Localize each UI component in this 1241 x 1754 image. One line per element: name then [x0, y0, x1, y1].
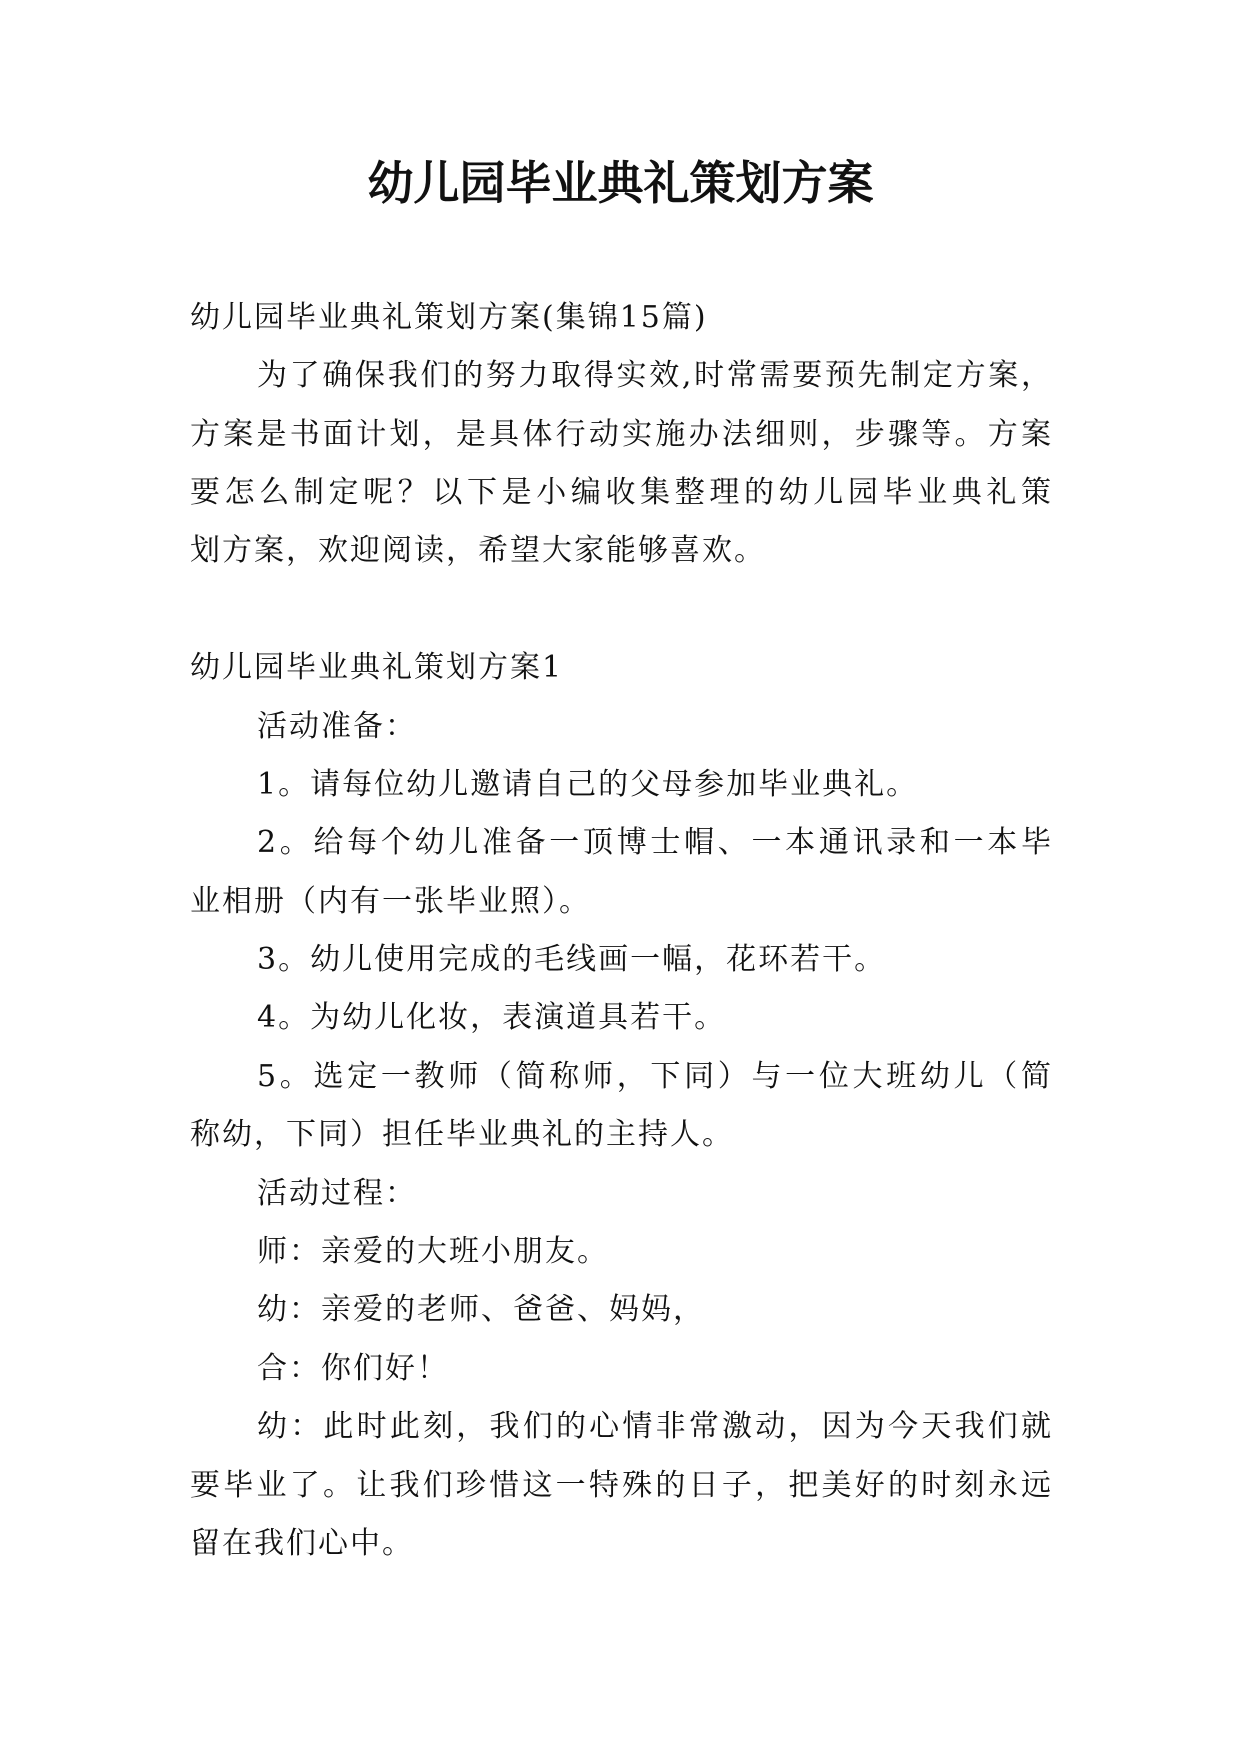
- paragraph-line: 留在我们心中。: [190, 1526, 414, 1561]
- paragraph: [190, 989, 1053, 1047]
- paragraph-line: 1。请每位幼儿邀请自己的父母参加毕业典礼。: [257, 766, 919, 802]
- paragraph-line: 5。选定一教师（简称师，下同）与一位大班幼儿（简: [257, 1058, 1053, 1094]
- paragraph-line: 要毕业了。让我们珍惜这一特殊的日子，把美好的时刻永远: [190, 1467, 1053, 1503]
- document-body: [190, 289, 1053, 1574]
- paragraph-line: 活动过程：: [257, 1175, 417, 1211]
- collection-subtitle: 幼儿园毕业典礼策划方案(集锦15篇): [190, 299, 708, 335]
- paragraph-line: 幼：此时此刻，我们的心情非常激动，因为今天我们就: [257, 1409, 1053, 1445]
- paragraph-line: 为了确保我们的努力取得实效,时常需要预先制定方案，: [257, 358, 1053, 394]
- paragraph-line: 划方案，欢迎阅读，希望大家能够喜欢。: [190, 533, 766, 569]
- paragraph-line: 合：你们好！: [257, 1350, 449, 1386]
- paragraph: [190, 1340, 1053, 1398]
- blank-line: [190, 581, 1053, 639]
- paragraph-line: 4。为幼儿化妆，表演道具若干。: [257, 1000, 727, 1036]
- paragraph-line: 2。给每个幼儿准备一顶博士帽、一本通讯录和一本毕: [257, 825, 1053, 861]
- paragraph-line: 业相册（内有一张毕业照）。: [190, 883, 591, 919]
- paragraph: [190, 1048, 1053, 1165]
- section-heading: 幼儿园毕业典礼策划方案1: [190, 650, 564, 686]
- paragraph: [190, 931, 1053, 989]
- paragraph-line: 活动准备：: [257, 708, 417, 744]
- paragraph-line: 要怎么制定呢？以下是小编收集整理的幼儿园毕业典礼策: [190, 474, 1053, 510]
- paragraph: [190, 698, 1053, 756]
- paragraph-line: 3。幼儿使用完成的毛线画一幅，花环若干。: [257, 942, 887, 978]
- paragraph: [190, 1398, 1053, 1573]
- paragraph-line: 师：亲爱的大班小朋友。: [257, 1234, 609, 1270]
- document-title: 幼儿园毕业典礼策划方案: [367, 156, 874, 210]
- intro-paragraph: [190, 347, 1053, 581]
- paragraph-line: 方案是书面计划，是具体行动实施办法细则，步骤等。方案: [190, 416, 1053, 452]
- paragraph-line: 称幼，下同）担任毕业典礼的主持人。: [190, 1117, 734, 1153]
- paragraph: [190, 1281, 1053, 1339]
- paragraph-line: 幼：亲爱的老师、爸爸、妈妈，: [257, 1292, 705, 1328]
- section-1: [190, 639, 1053, 1573]
- paragraph: [190, 1223, 1053, 1281]
- paragraph: [190, 1165, 1053, 1223]
- paragraph: [190, 756, 1053, 814]
- paragraph: [190, 814, 1053, 931]
